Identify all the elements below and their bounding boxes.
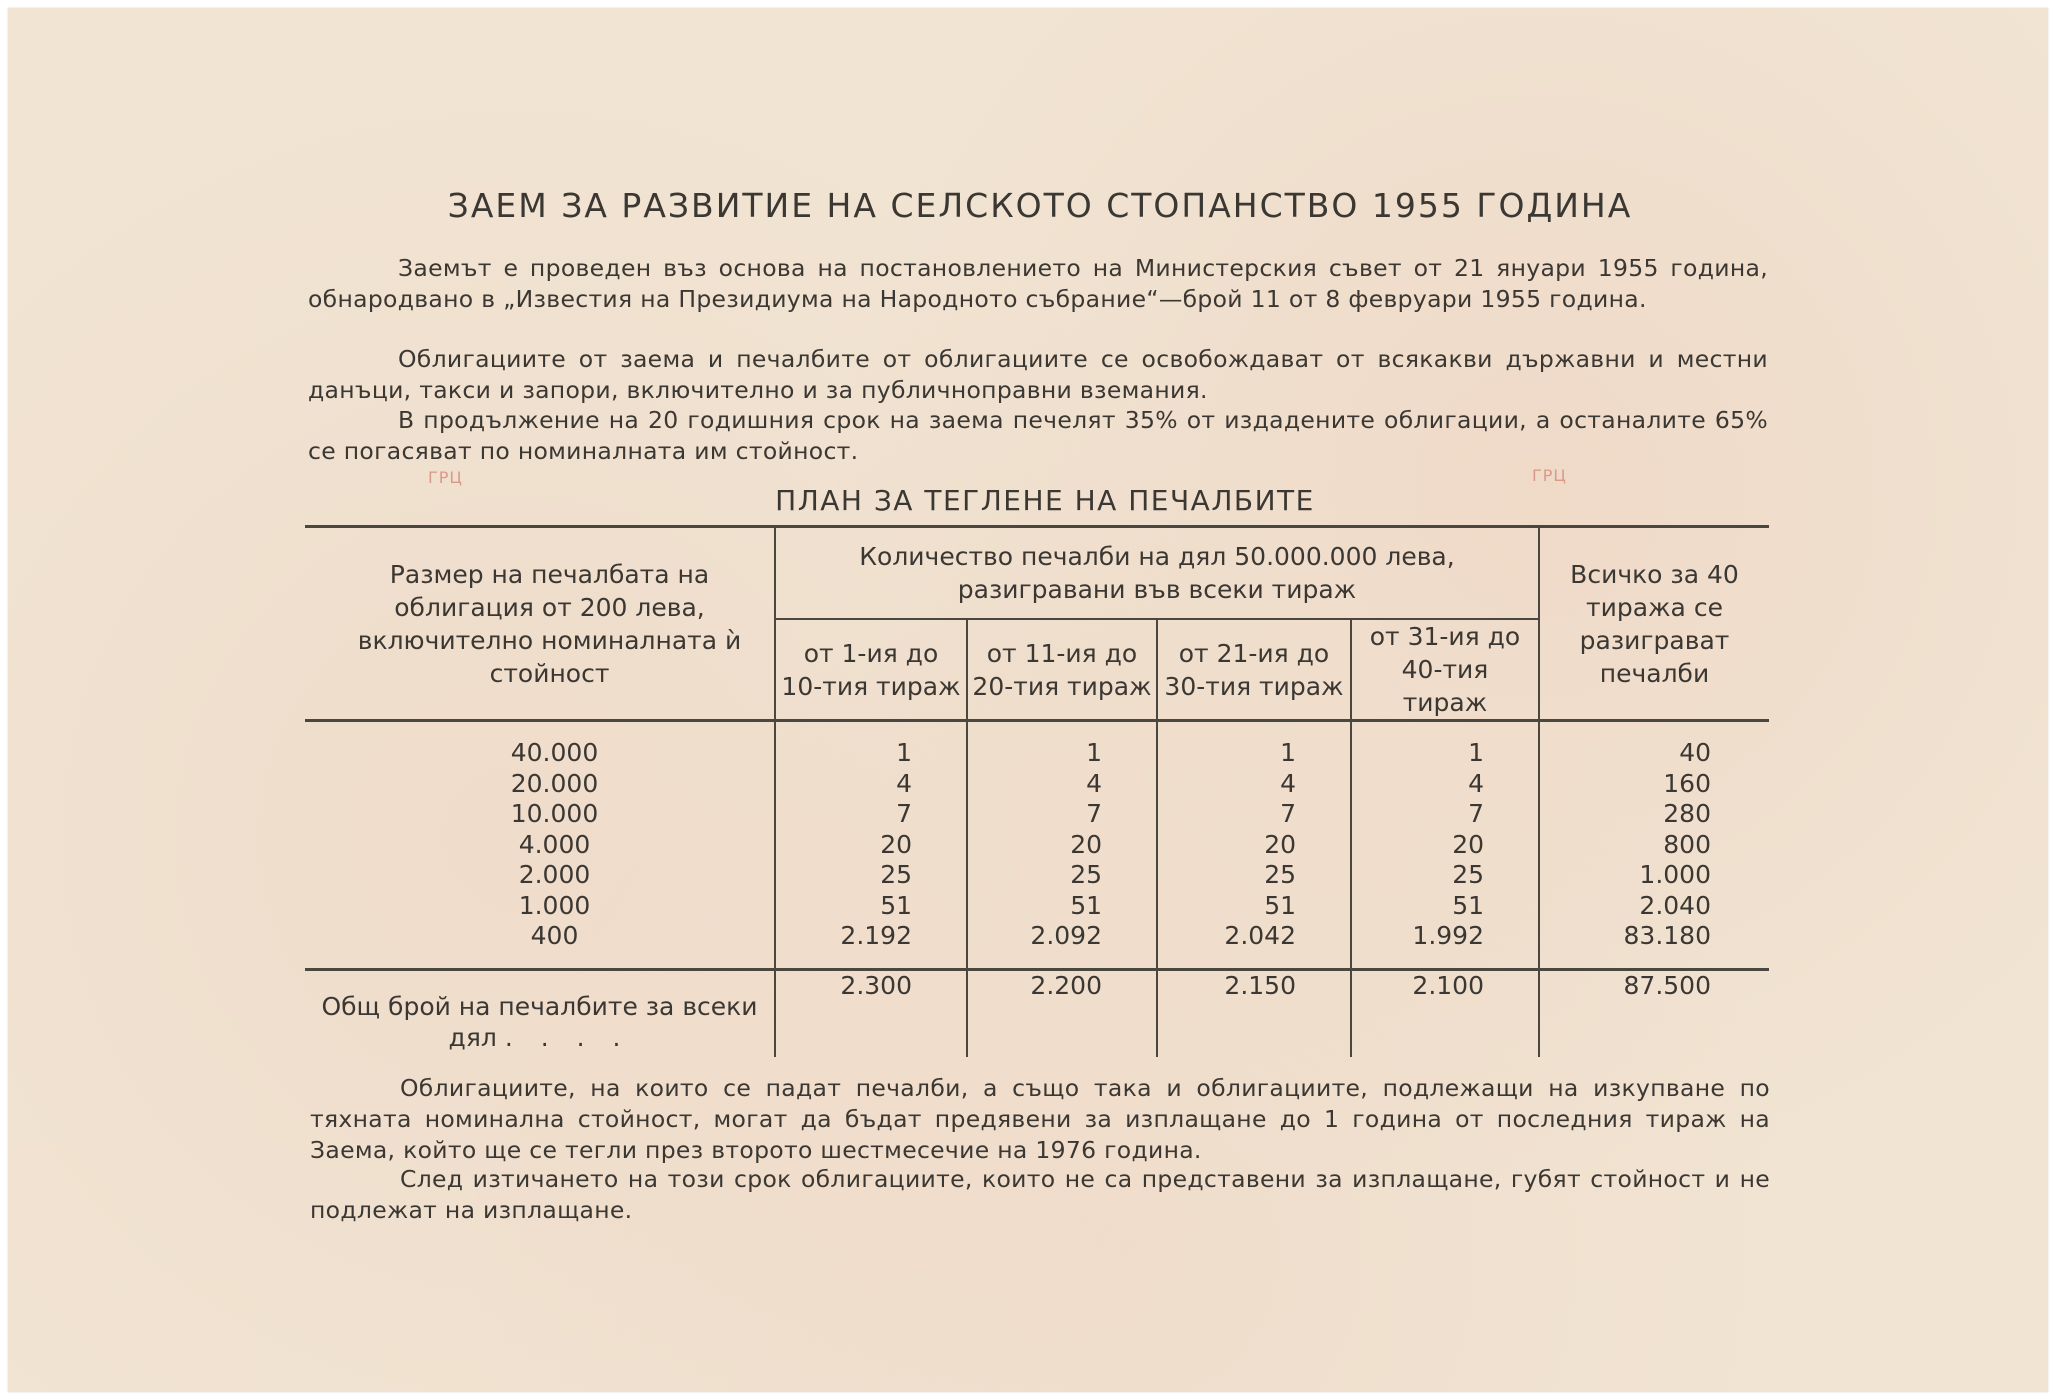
table-row (305, 891, 1769, 922)
count-cell: 1.992 (1351, 921, 1539, 969)
count-cell: 25 (1351, 860, 1539, 891)
prize-size-cell: 400 (530, 921, 579, 950)
count-cell: 25 (775, 860, 967, 891)
table-row (305, 769, 1769, 800)
total-cell: 280 (1539, 799, 1769, 830)
red-stamp-right: ГРЦ (1532, 466, 1567, 485)
total-cell: 1.000 (1539, 860, 1769, 891)
header-total-text: Всичко за 40 тиража се разиграват печалби (1570, 559, 1739, 688)
prize-size-cell: 20.000 (510, 768, 599, 798)
header-draws-1-10: от 1-ия до 10-тия тираж (775, 619, 967, 721)
totals-row (305, 969, 1769, 1057)
count-cell: 1 (775, 721, 967, 769)
red-stamp-left: ГРЦ (428, 468, 463, 487)
count-cell: 2.092 (967, 921, 1157, 969)
total-cell: 800 (1539, 830, 1769, 861)
total-cell: 40 (1539, 721, 1769, 769)
table-row (305, 721, 1769, 769)
total-label-dots: . . . . (504, 1022, 631, 1052)
total-cell: 83.180 (1539, 921, 1769, 969)
table-row (305, 921, 1769, 969)
intro-paragraph-3-text: В продължение на 20 годишния срок на заема печелят 35% от издадените облигации, а останалите 65% се погасяват по номиналната им стойност. (308, 406, 1768, 465)
table-row (305, 830, 1769, 861)
count-cell: 1 (1351, 721, 1539, 769)
intro-paragraph-1 (308, 253, 1768, 315)
count-cell: 51 (775, 891, 967, 922)
count-cell: 25 (967, 860, 1157, 891)
header-prize-size-text: Размер на печалбата на облигация от 200 лева, включително номиналната ѝ стойност (357, 559, 742, 688)
count-cell: 51 (1157, 891, 1351, 922)
count-cell: 2.042 (1157, 921, 1351, 969)
count-cell: 20 (1351, 830, 1539, 861)
intro-paragraph-2 (308, 344, 1768, 406)
table-row (305, 860, 1769, 891)
table-row (305, 799, 1769, 830)
count-cell: 7 (967, 799, 1157, 830)
count-cell: 25 (1157, 860, 1351, 891)
count-cell: 20 (775, 830, 967, 861)
outro-paragraph-1-text: Облигациите, на които се падат печалби, а също така и облигациите, подлежащи на изкупване по тяхната номинална стойност, могат да бъдат предявени за изплащане до 1 година от последния тираж на Заема, който ще се тегли през второто шестмесечие на 1976 година. (310, 1074, 1770, 1164)
prize-draw-table (305, 525, 1769, 1057)
count-cell: 7 (1351, 799, 1539, 830)
total-label-text: Общ брой на печалбите за всеки дял (321, 991, 758, 1052)
header-total (1539, 527, 1769, 721)
outro-paragraph-1 (310, 1073, 1770, 1166)
prize-size-cell: 10.000 (510, 799, 599, 828)
count-cell: 20 (967, 830, 1157, 861)
table-title: ПЛАН ЗА ТЕГЛЕНЕ НА ПЕЧАЛБИТЕ (775, 484, 1315, 517)
total-label-cell (305, 969, 775, 1057)
count-cell: 4 (1157, 769, 1351, 800)
intro-paragraph-3 (308, 405, 1768, 467)
count-cell: 20 (1157, 830, 1351, 861)
count-cell: 7 (775, 799, 967, 830)
prize-size-cell: 4.000 (518, 829, 591, 859)
count-cell: 7 (1157, 799, 1351, 830)
total-count-cell: 2.300 (775, 969, 967, 1057)
total-cell: 2.040 (1539, 891, 1769, 922)
total-count-cell: 2.150 (1157, 969, 1351, 1057)
total-count-cell: 2.200 (967, 969, 1157, 1057)
count-cell: 4 (775, 769, 967, 800)
outro-paragraph-2-text: След изтичането на този срок облигациите, които не са представени за изплащане, губят стойност и не подлежат на изплащане. (310, 1165, 1770, 1224)
prize-size-cell: 1.000 (518, 890, 591, 920)
grand-total-cell: 87.500 (1539, 969, 1769, 1057)
count-cell: 1 (1157, 721, 1351, 769)
total-cell: 160 (1539, 769, 1769, 800)
header-draws-31-40: от 31-ия до 40-тия тираж (1351, 619, 1539, 721)
header-draws-21-30: от 21-ия до 30-тия тираж (1157, 619, 1351, 721)
prize-size-cell: 2.000 (518, 860, 591, 889)
header-draws-11-20: от 11-ия до 20-тия тираж (967, 619, 1157, 721)
count-cell: 1 (967, 721, 1157, 769)
header-prize-size (305, 527, 775, 721)
count-cell: 4 (1351, 769, 1539, 800)
document-title: ЗАЕМ ЗА РАЗВИТИЕ НА СЕЛСКОТО СТОПАНСТВО 1955 ГОДИНА (447, 186, 1633, 225)
header-draw-group-text: Количество печалби на дял 50.000.000 лева, разигравани във всеки тираж (859, 542, 1455, 604)
prize-size-cell: 40.000 (510, 738, 599, 767)
count-cell: 2.192 (775, 921, 967, 969)
outro-paragraph-2 (310, 1164, 1770, 1226)
total-count-cell: 2.100 (1351, 969, 1539, 1057)
count-cell: 4 (967, 769, 1157, 800)
header-draw-group (775, 527, 1539, 620)
intro-paragraph-2-text: Облигациите от заема и печалбите от облигациите се освобождават от всякакви държавни и местни данъци, такси и запори, включително и за публичноправни вземания. (308, 345, 1768, 404)
intro-paragraph-1-text: Заемът е проведен въз основа на постановлението на Министерския съвет от 21 януари 1955 година, обнародвано в „Известия на Президиума на Народното събрание“—брой 11 от 8 февруари 1955 година. (308, 254, 1768, 313)
count-cell: 51 (967, 891, 1157, 922)
count-cell: 51 (1351, 891, 1539, 922)
